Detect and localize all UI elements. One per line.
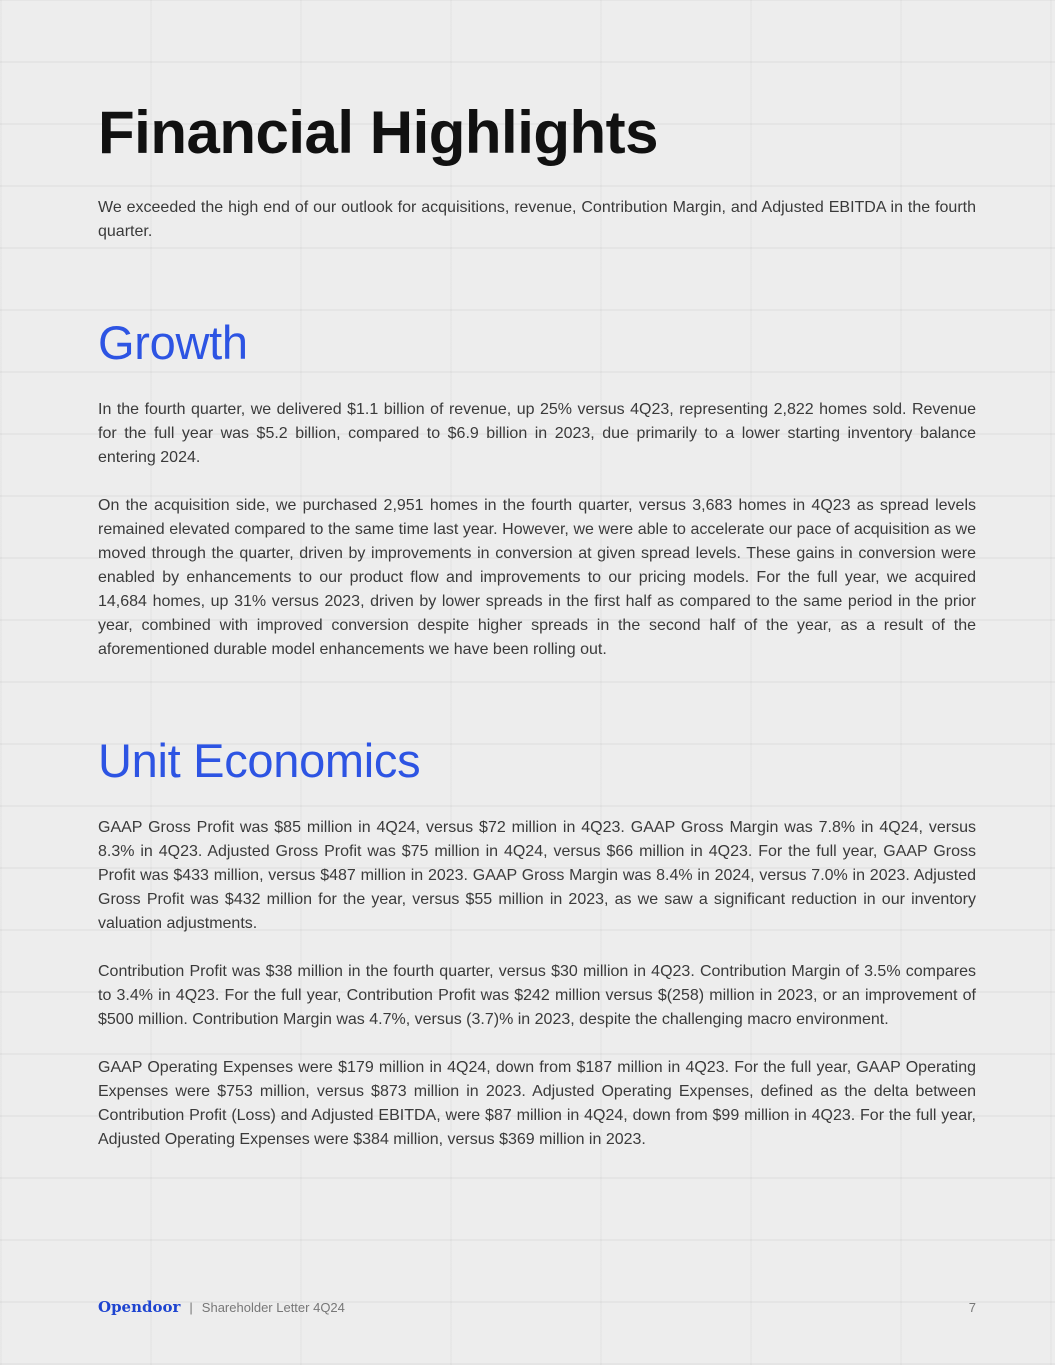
opendoor-logo: Opendoor bbox=[98, 1298, 181, 1316]
unit-economics-paragraph: Contribution Profit was $38 million in the fourth quarter, versus $30 million in 4Q23. Contribution Margin of 3.5% compares to 3.4% in 4Q23. For the full year, Contribution Profit was $242 million versus $(258) million in 2023, or an improvement of $500 million. Contribution Margin was 4.7%, versus (3.7)% in 2023, despite the challenging macro environment. bbox=[98, 963, 976, 1028]
intro-paragraph: We exceeded the high end of our outlook for acquisitions, revenue, Contribution Margin, and Adjusted EBITDA in the fourth quarter. bbox=[98, 199, 976, 240]
unit-economics-section bbox=[98, 733, 976, 1176]
growth-heading: Growth bbox=[98, 316, 248, 369]
growth-section bbox=[98, 315, 976, 686]
growth-paragraph: In the fourth quarter, we delivered $1.1 billion of revenue, up 25% versus 4Q23, representing 2,822 homes sold. Revenue for the full year was $5.2 billion, compared to $6.9 billion in 2023, due primarily to a lower starting inventory balance entering 2024. bbox=[98, 401, 976, 466]
unit-economics-paragraph: GAAP Gross Profit was $85 million in 4Q24, versus $72 million in 4Q23. GAAP Gross Margin was 7.8% in 4Q24, versus 8.3% in 4Q23. Adjusted Gross Profit was $75 million in 4Q24, versus $66 million in 4Q23. For the full year, GAAP Gross Profit was $433 million, versus $487 million in 2023. GAAP Gross Margin was 8.4% in 2024, versus 7.0% in 2023. Adjusted Gross Profit was $432 million for the year, versus $55 million in 2023, as we saw a significant reduction in our inventory valuation adjustments. bbox=[98, 819, 976, 932]
page-footer bbox=[98, 1298, 976, 1316]
footer-separator: | bbox=[189, 1299, 193, 1315]
page-number: 7 bbox=[968, 1299, 976, 1315]
unit-economics-heading: Unit Economics bbox=[98, 734, 421, 787]
growth-paragraph: On the acquisition side, we purchased 2,951 homes in the fourth quarter, versus 3,683 homes in 4Q23 as spread levels remained elevated compared to the same time last year. However, we were able to accelerate our pace of acquisition as we moved through the quarter, driven by improvements in conversion at given spread levels. These gains in conversion were enabled by enhancements to our product flow and improvements to our pricing models. For the full year, we acquired 14,684 homes, up 31% versus 2023, driven by lower spreads in the first half as compared to the same period in the prior year, combined with improved conversion despite higher spreads in the second half of the year, as a result of the aforementioned durable model enhancements we have been rolling out. bbox=[98, 497, 976, 658]
unit-economics-paragraph: GAAP Operating Expenses were $179 million in 4Q24, down from $187 million in 4Q23. For the full year, GAAP Operating Expenses were $753 million, versus $873 million in 2023. Adjusted Operating Expenses, defined as the delta between Contribution Profit (Loss) and Adjusted EBITDA, were $87 million in 4Q24, down from $99 million in 4Q23. For the full year, Adjusted Operating Expenses were $384 million, versus $369 million in 2023. bbox=[98, 1059, 976, 1148]
document-title: Shareholder Letter 4Q24 bbox=[201, 1299, 345, 1315]
page-title: Financial Highlights bbox=[98, 99, 659, 166]
